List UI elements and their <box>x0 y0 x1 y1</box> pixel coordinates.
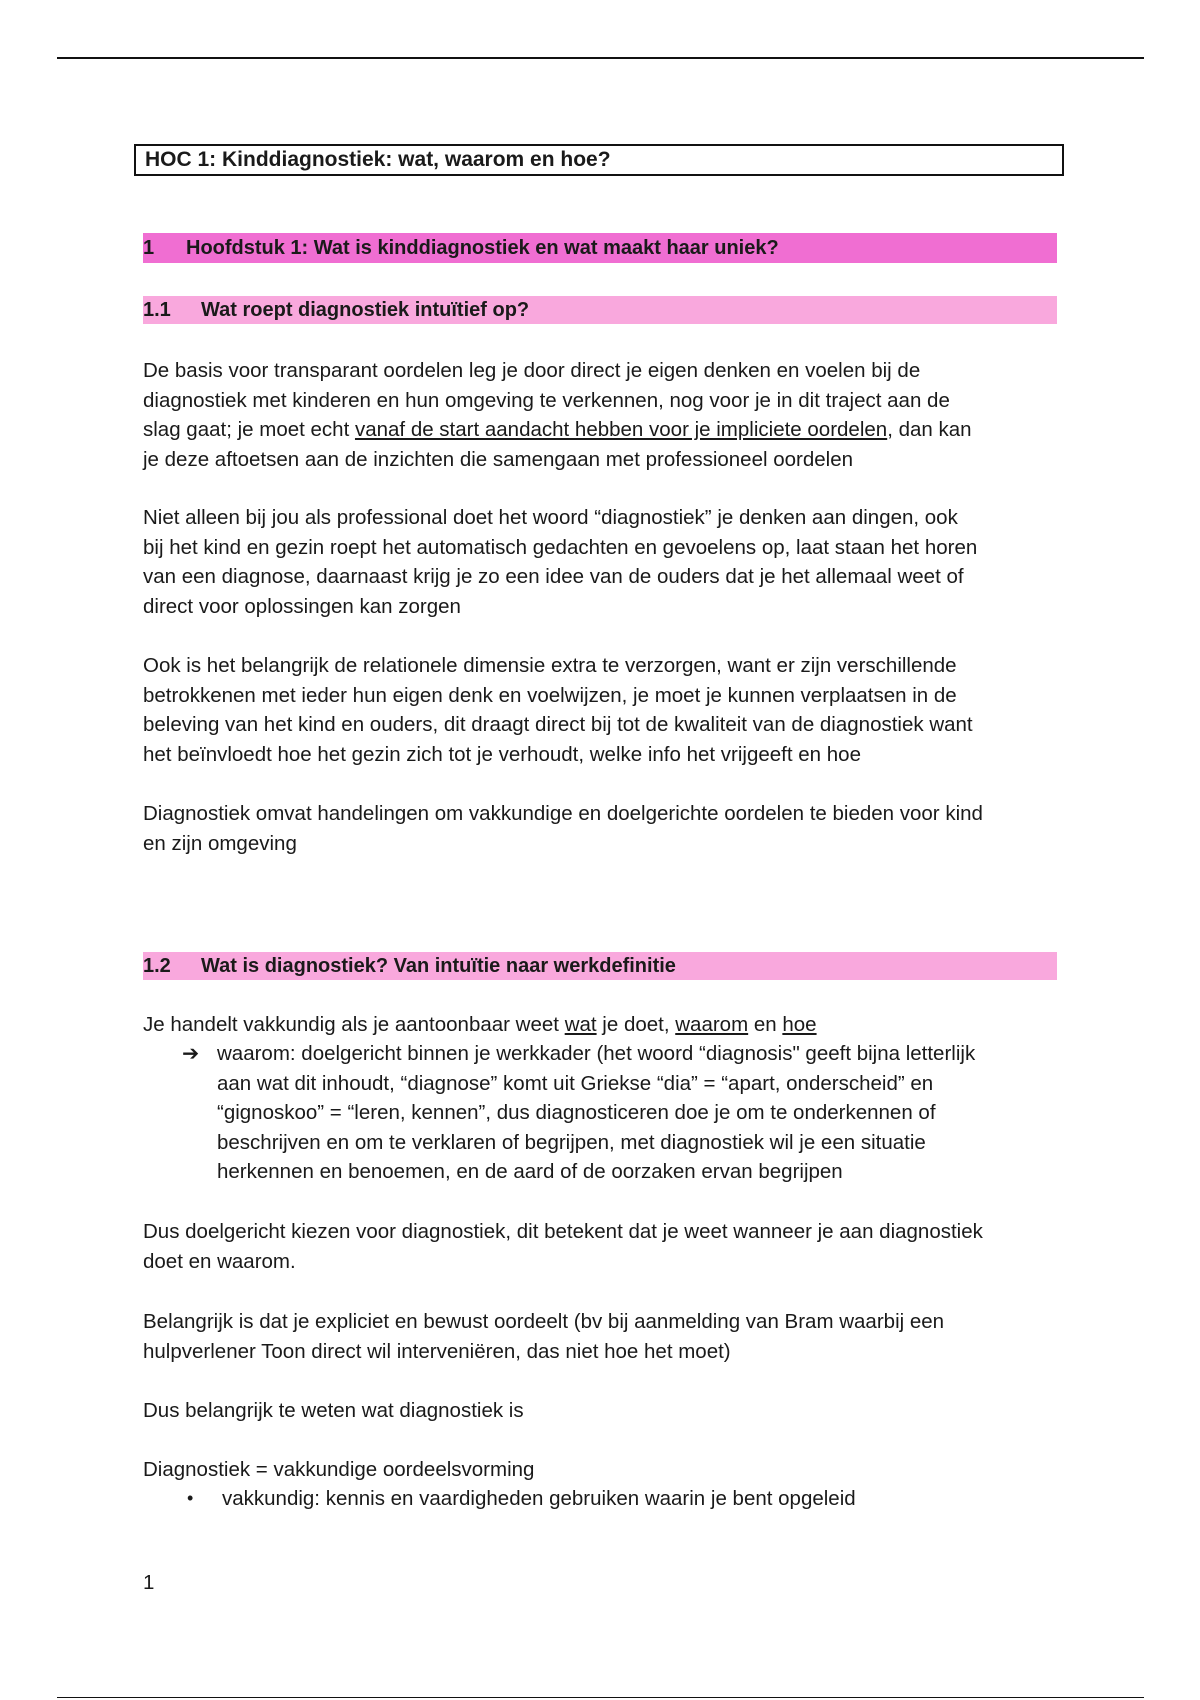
chapter-heading <box>143 233 1057 263</box>
header-rule <box>57 57 1144 59</box>
paragraph-transparent-judging <box>143 356 1068 474</box>
page-number: 1 <box>143 1571 155 1594</box>
text-run: , dan kan <box>887 418 972 441</box>
text-line: beschrijven en om te verklaren of begrijpen, met diagnostiek wil je een situatie <box>217 1130 926 1154</box>
paragraph-belangrijk-weten <box>143 1396 1068 1426</box>
paragraph-diagnostiek-omvat <box>143 799 1068 858</box>
document-title: HOC 1: Kinddiagnostiek: wat, waarom en hoe? <box>134 144 1064 176</box>
text-line: het beïnvloedt hoe het gezin zich tot je verhoudt, welke info het vrijgeeft en hoe <box>143 742 861 766</box>
underlined-text: hoe <box>782 1013 817 1036</box>
text-line: betrokkenen met ieder hun eigen denk en voelwijzen, je moet je kunnen verplaatsen in de <box>143 683 957 707</box>
text-line: Diagnostiek omvat handelingen om vakkundige en doelgerichte oordelen te bieden voor kind <box>143 802 983 825</box>
text-line <box>143 415 1068 445</box>
section-number: 1.1 <box>143 299 171 321</box>
section-number: 1.2 <box>143 955 171 977</box>
arrow-right-icon: ➔ <box>182 1042 200 1065</box>
paragraph-relational-dimension <box>143 651 1068 769</box>
text-line: Dus belangrijk te weten wat diagnostiek is <box>143 1399 524 1422</box>
text-line <box>143 1010 1068 1040</box>
text-line: Dus doelgericht kiezen voor diagnostiek, dit betekent dat je weet wanneer je aan diagnostiek <box>143 1220 983 1243</box>
text-line: en zijn omgeving <box>143 831 297 855</box>
text-run: Je handelt vakkundig als je aantoonbaar weet <box>143 1013 565 1036</box>
paragraph-expliciet-oordelen <box>143 1307 1068 1366</box>
text-line: Niet alleen bij jou als professional doet het woord “diagnostiek” je denken aan dingen, ook <box>143 506 958 529</box>
section-title: Wat roept diagnostiek intuïtief op? <box>201 299 530 321</box>
text-line: diagnostiek met kinderen en hun omgeving te verkennen, nog voor je in dit traject aan de <box>143 388 950 412</box>
text-line: Diagnostiek = vakkundige oordeelsvorming <box>143 1458 535 1481</box>
chapter-title: Hoofdstuk 1: Wat is kinddiagnostiek en wat maakt haar uniek? <box>186 237 779 259</box>
text-line: Belangrijk is dat je expliciet en bewust oordeelt (bv bij aanmelding van Bram waarbij een <box>143 1310 945 1333</box>
text-line: De basis voor transparant oordelen leg je door direct je eigen denken en voelen bij de <box>143 359 921 382</box>
bullet-icon: • <box>187 1488 194 1508</box>
text-line: “gignoskoo” = “leren, kennen”, dus diagnosticeren doe je om te onderkennen of <box>217 1101 936 1124</box>
arrow-item-text <box>217 1039 975 1187</box>
paragraph-doelgericht-kiezen <box>143 1217 1068 1276</box>
footer-rule <box>57 1697 1144 1698</box>
bullet-item-text: vakkundig: kennis en vaardigheden gebruiken waarin je bent opgeleid <box>222 1487 856 1510</box>
text-run: slag gaat; je moet echt <box>143 418 355 441</box>
underlined-text: wat <box>564 1013 597 1036</box>
underlined-text: vanaf de start aandacht hebben voor je impliciete oordelen <box>354 418 888 441</box>
text-line: hulpverlener Toon direct wil interveniëren, das niet hoe het moet) <box>143 1339 731 1363</box>
section-heading-1-1 <box>143 296 1057 324</box>
section-title: Wat is diagnostiek? Van intuïtie naar werkdefinitie <box>201 955 676 977</box>
text-line: beleving van het kind en ouders, dit draagt direct bij tot de kwaliteit van de diagnostiek want <box>143 713 973 736</box>
text-run: en <box>748 1013 783 1036</box>
text-line: Ook is het belangrijk de relationele dimensie extra te verzorgen, want er zijn verschillende <box>143 654 957 677</box>
underlined-text: waarom <box>675 1013 749 1036</box>
text-line: herkennen en benoemen, en de aard of de oorzaken ervan begrijpen <box>217 1160 843 1183</box>
text-line: aan wat dit inhoudt, “diagnose” komt uit Griekse “dia” = “apart, onderscheid” en <box>217 1071 934 1095</box>
text-line: waarom: doelgericht binnen je werkkader (het woord “diagnosis" geeft bijna letterlijk <box>217 1042 976 1065</box>
text-line: bij het kind en gezin roept het automatisch gedachten en gevoelens op, laat staan het horen <box>143 535 978 559</box>
text-line: van een diagnose, daarnaast krijg je zo een idee van de ouders dat je het allemaal weet of <box>143 565 964 588</box>
text-run: je doet, <box>596 1013 676 1036</box>
section-heading-1-2 <box>143 952 1057 980</box>
text-line: je deze aftoetsen aan de inzichten die samengaan met professioneel oordelen <box>143 447 854 471</box>
chapter-number: 1 <box>143 237 155 259</box>
text-line: doet en waarom. <box>143 1249 296 1273</box>
paragraph-definitie <box>143 1455 1068 1485</box>
paragraph-wat-waarom-hoe <box>143 1010 1068 1040</box>
text-line: direct voor oplossingen kan zorgen <box>143 594 461 618</box>
paragraph-word-diagnostiek <box>143 503 1068 621</box>
